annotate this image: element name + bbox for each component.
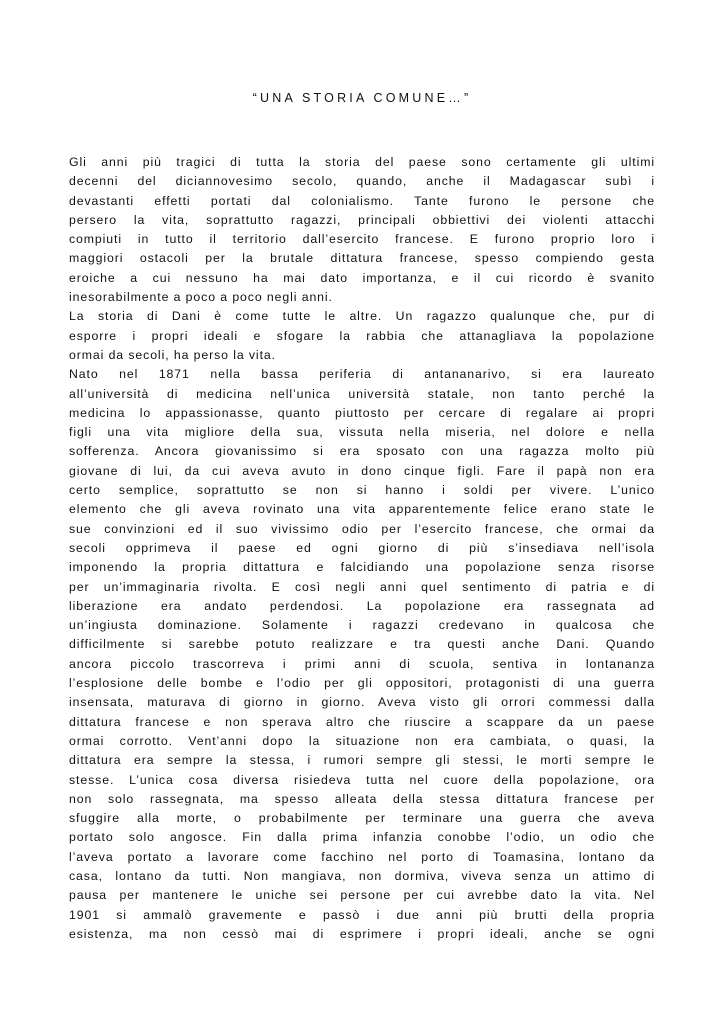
text-line: figli una vita migliore della sua, vissuta nella miseria, nel dolore e nella bbox=[69, 425, 655, 440]
text-line: pausa per mantenere le uniche sei persone per cui avrebbe dato la vita. Nel bbox=[69, 888, 655, 903]
text-line: ormai corrotto. Vent’anni dopo la situazione non era cambiata, o quasi, la bbox=[69, 733, 655, 748]
text-line: Gli anni più tragici di tutta la storia del paese sono certamente gli ultimi bbox=[69, 155, 655, 169]
text-line: esistenza, ma non cessò mai di esprimere i propri ideali, anche se ogni bbox=[69, 926, 655, 941]
text-line: elemento che gli aveva rovinato una vita apparentemente felice erano state le bbox=[69, 502, 655, 517]
text-line: l’aveva portato a lavorare come facchino nel porto di Toamasina, lontano da bbox=[69, 849, 655, 864]
text-line: sue convinzioni ed il suo vivissimo odio per l’esercito francese, che ormai da bbox=[69, 521, 655, 536]
text-line: sofferenza. Ancora giovanissimo si era sposato con una ragazza molto più bbox=[69, 444, 655, 459]
text-line: l’esplosione delle bombe e l’odio per gli oppositori, protagonisti di una guerra bbox=[69, 676, 655, 691]
text-line: portato solo angosce. Fin dalla prima infanzia conobbe l’odio, un odio che bbox=[69, 830, 655, 845]
text-line: 1901 si ammalò gravemente e passò i due anni più brutti della propria bbox=[69, 907, 655, 922]
text-line: ancora piccolo trascorreva i primi anni di scuola, sentiva in lontananza bbox=[69, 656, 655, 671]
text-line: eroiche a cui nessuno ha mai dato importanza, e il cui ricordo è svanito bbox=[69, 270, 655, 285]
text-line: liberazione era andato perdendosi. La popolazione era rassegnata ad bbox=[69, 598, 655, 613]
text-line: imponendo la propria dittattura e falcidiando una popolazione senza risorse bbox=[69, 560, 655, 575]
text-line: giovane di lui, da cui aveva avuto in dono cinque figli. Fare il papà non era bbox=[69, 463, 655, 478]
text-line: difficilmente si sarebbe potuto realizzare e tra questi anche Dani. Quando bbox=[69, 637, 655, 652]
text-line: dittatura francese e non sperava altro che riuscire a scappare da un paese bbox=[69, 714, 655, 729]
text-line: stesse. L’unica cosa diversa risiedeva tutta nel cuore della popolazione, ora bbox=[69, 772, 655, 787]
text-line: per un’immaginaria rivolta. E così negli anni quel sentimento di patria e di bbox=[69, 579, 655, 594]
text-line: esporre i propri ideali e sfogare la rabbia che attanagliava la popolazione bbox=[69, 328, 655, 343]
text-line: Nato nel 1871 nella bassa periferia di antananarivo, si era laureato bbox=[69, 367, 655, 382]
document-title: “UNA STORIA COMUNE…” bbox=[252, 91, 472, 105]
text-line: medicina lo appassionasse, quanto piuttosto per cercare di regalare ai propri bbox=[69, 405, 655, 420]
text-line: un’ingiusta dominazione. Solamente i ragazzi credevano in qualcosa che bbox=[69, 618, 655, 633]
text-line: insensata, maturava di giorno in giorno. Aveva visto gli orrori commessi dalla bbox=[69, 695, 655, 710]
text-line: maggiori ostacoli per la brutale dittatura francese, spesso compiendo gesta bbox=[69, 251, 655, 266]
text-line: certo semplice, soprattutto se non si hanno i soldi per vivere. L’unico bbox=[69, 483, 655, 498]
text-line: dittatura era sempre la stessa, i rumori sempre gli stessi, le morti sempre le bbox=[69, 753, 655, 768]
text-line: La storia di Dani è come tutte le altre. Un ragazzo qualunque che, pur di bbox=[69, 309, 655, 324]
text-line: inesorabilmente a poco a poco negli anni. bbox=[69, 290, 333, 305]
text-line: sfuggire alla morte, o probabilmente per terminare una guerra che aveva bbox=[69, 811, 655, 826]
text-line: all’università di medicina nell’unica università statale, non tanto perché la bbox=[69, 386, 655, 401]
text-line: persero la vita, soprattutto ragazzi, principali obbiettivi dei violenti attacchi bbox=[69, 212, 655, 227]
text-line: non solo rassegnata, ma spesso alleata della stessa dittatura francese per bbox=[69, 791, 655, 806]
text-line: compiuti in tutto il territorio dall’esercito francese. E furono proprio loro i bbox=[69, 232, 655, 247]
text-line: secoli opprimeva il paese ed ogni giorno di più s’insediava nell’isola bbox=[69, 540, 655, 555]
text-line: casa, lontano da tutti. Non mangiava, non dormiva, viveva senza un attimo di bbox=[69, 868, 655, 883]
text-line: ormai da secoli, ha perso la vita. bbox=[69, 347, 276, 362]
text-line: devastanti effetti portati dal colonialismo. Tante furono le persone che bbox=[69, 193, 655, 208]
document-body bbox=[69, 153, 655, 944]
text-line: decenni del diciannovesimo secolo, quando, anche il Madagascar subì i bbox=[69, 174, 655, 189]
